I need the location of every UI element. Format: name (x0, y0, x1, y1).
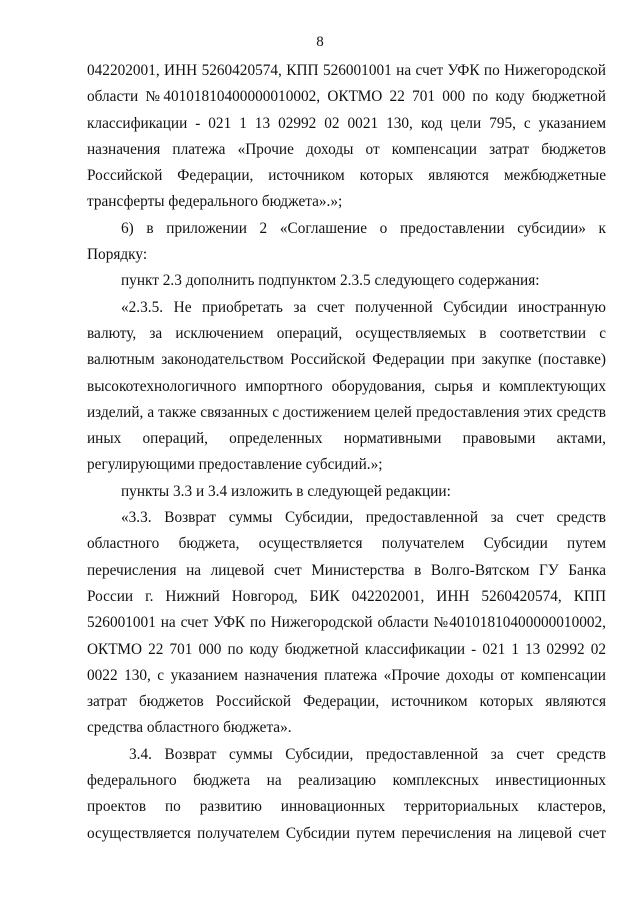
text-line: высокотехнологичного импортного оборудования, сырья и комплектующих (87, 377, 606, 395)
text-line: 0022 130, с указанием назначения платежа «Прочие доходы от компенсации (87, 666, 606, 684)
text-line: валютным законодательством Российской Федерации при закупке (поставке) (87, 351, 606, 369)
text-line: валюту, за исключением операций, осуществляемых в соответствии с (87, 324, 606, 342)
text-line: трансферты федерального бюджета».»; (87, 193, 343, 211)
text-line: «2.3.5. Не приобретать за счет полученной Субсидии иностранную (121, 298, 606, 316)
text-line: 042202001, ИНН 5260420574, КПП 526001001 на счет УФК по Нижегородской (87, 62, 606, 79)
text-line: классификации - 021 1 13 02992 02 0021 130, код цели 795, с указанием (87, 114, 606, 132)
text-line: 3.4. Возврат суммы Субсидии, предоставленной за счет средств (129, 745, 606, 763)
text-line: «3.3. Возврат суммы Субсидии, предоставленной за счет средств (121, 509, 606, 527)
text-line: Порядку: (87, 246, 148, 264)
text-line: области №40101810400000010002, ОКТМО 22 701 000 по коду бюджетной (87, 88, 606, 106)
text-line: проектов по развитию инновационных территориальных кластеров, (87, 798, 606, 816)
text-line: пункт 2.3 дополнить подпунктом 2.3.5 следующего содержания: (121, 272, 540, 290)
text-line: назначения платежа «Прочие доходы от компенсации затрат бюджетов (87, 140, 606, 158)
text-line: затрат бюджетов Российской Федерации, источником которых являются (87, 693, 606, 711)
text-line: пункты 3.3 и 3.4 изложить в следующей редакции: (121, 482, 451, 500)
text-line: перечисления на лицевой счет Министерства в Волго-Вятском ГУ Банка (87, 561, 606, 579)
text-line: осуществляется получателем Субсидии путем перечисления на лицевой счет (87, 824, 606, 842)
text-line: регулирующими предоставление субсидий.»; (87, 456, 383, 474)
text-line: федерального бюджета на реализацию комплексных инвестиционных (87, 772, 606, 790)
document-body (87, 58, 606, 847)
text-line: средства областного бюджета». (87, 719, 292, 737)
text-line: ОКТМО 22 701 000 по коду бюджетной классификации - 021 1 13 02992 02 (87, 640, 606, 658)
text-line: России г. Нижний Новгород, БИК 042202001, ИНН 5260420574, КПП (87, 587, 606, 605)
text-line: иных операций, определенных нормативными правовыми актами, (87, 430, 606, 448)
text-line: изделий, а также связанных с достижением целей предоставления этих средств (87, 403, 606, 421)
page-number: 8 (316, 34, 324, 50)
text-line: 526001001 на счет УФК по Нижегородской области №40101810400000010002, (87, 614, 606, 632)
text-line: 6) в приложении 2 «Соглашение о предоставлении субсидии» к (121, 219, 606, 237)
text-line: Российской Федерации, источником которых являются межбюджетные (87, 167, 606, 185)
text-line: областного бюджета, осуществляется получателем Субсидии путем (87, 535, 606, 553)
